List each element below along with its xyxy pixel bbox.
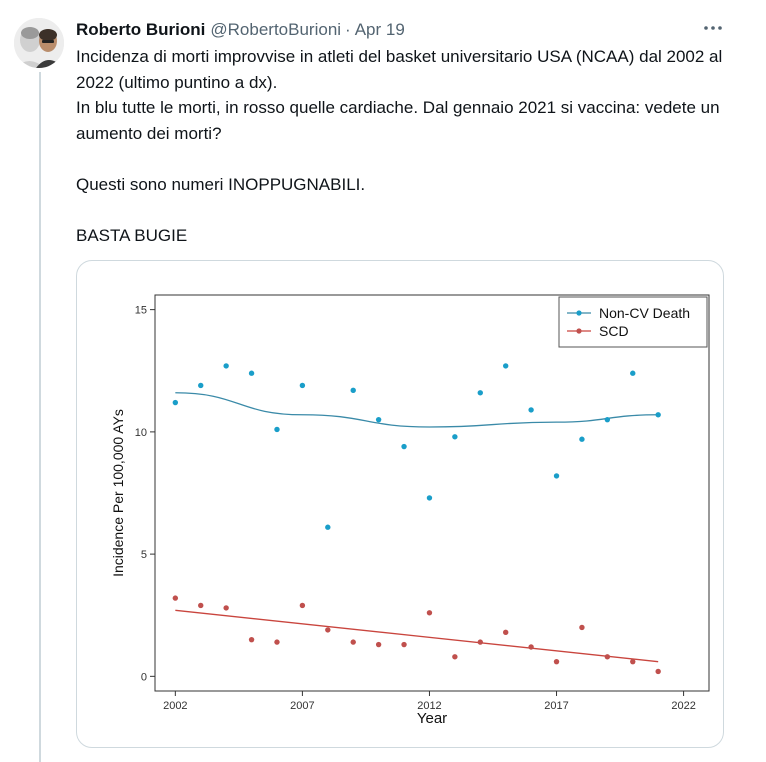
scd-data-point	[325, 627, 330, 632]
more-horizontal-icon	[704, 26, 722, 30]
noncv-data-point	[325, 525, 330, 530]
scd-data-point	[427, 610, 432, 615]
tweet-header	[76, 19, 405, 41]
scd-data-point	[249, 637, 254, 642]
tweet-text-line: In blu tutte le morti, in rosso quelle cardiache. Dal gennaio 2021 si vaccina: vedete un aumento dei morti?	[76, 98, 720, 143]
noncv-data-point	[198, 383, 203, 388]
noncv-data-point	[173, 400, 178, 405]
noncv-data-point	[528, 407, 533, 412]
separator-dot: ·	[345, 20, 351, 39]
scd-data-point	[478, 639, 483, 644]
legend-scd-marker	[576, 328, 581, 333]
scd-data-point	[655, 669, 660, 674]
x-tick-label: 2002	[163, 700, 188, 712]
legend-noncv-label: Non-CV Death	[599, 305, 691, 321]
noncv-data-point	[300, 383, 305, 388]
noncv-data-point	[503, 363, 508, 368]
y-tick-label: 0	[140, 671, 147, 684]
scd-data-point	[579, 625, 584, 630]
scd-data-point	[198, 603, 203, 608]
tweet-text-line: Incidenza di morti improvvise in atleti del basket universitario USA (NCAA) dal 2002 al 2022 (ultimo puntino a dx).	[76, 47, 723, 92]
noncv-data-point	[351, 388, 356, 393]
noncv-data-point	[223, 363, 228, 368]
thread-line	[39, 72, 41, 762]
noncv-data-point	[401, 444, 406, 449]
noncv-data-point	[249, 371, 254, 376]
author-handle[interactable]: @RobertoBurioni	[210, 20, 342, 39]
legend	[559, 297, 707, 347]
noncv-data-point	[376, 417, 381, 422]
noncv-data-point	[630, 371, 635, 376]
noncv-data-point	[452, 434, 457, 439]
scd-data-point	[351, 639, 356, 644]
avatar-photo	[14, 18, 64, 68]
media-image[interactable]	[76, 260, 724, 748]
legend-noncv-marker	[576, 310, 581, 315]
scd-data-point	[223, 605, 228, 610]
noncv-data-point	[427, 495, 432, 500]
scd-data-point	[274, 639, 279, 644]
author-name[interactable]: Roberto Burioni	[76, 20, 206, 39]
scd-data-point	[173, 595, 178, 600]
scd-data-point	[401, 642, 406, 647]
x-tick-label: 2022	[671, 700, 696, 712]
y-tick-label: 10	[134, 426, 147, 439]
y-tick-label: 5	[140, 549, 147, 562]
scd-data-point	[452, 654, 457, 659]
x-axis-label: Year	[416, 710, 448, 727]
chart-background	[114, 295, 709, 725]
noncv-data-point	[655, 412, 660, 417]
y-tick-label: 15	[134, 304, 147, 317]
noncv-data-point	[554, 473, 559, 478]
scd-data-point	[300, 603, 305, 608]
avatar[interactable]	[14, 18, 64, 68]
noncv-data-point	[579, 437, 584, 442]
legend-scd-label: SCD	[599, 323, 629, 339]
scd-data-point	[528, 644, 533, 649]
more-options-button[interactable]	[700, 16, 726, 40]
x-tick-label: 2017	[544, 700, 569, 712]
tweet-text-line: Questi sono numeri INOPPUGNABILI.	[76, 174, 366, 194]
tweet-date[interactable]: Apr 19	[354, 20, 405, 39]
y-axis-label: Incidence Per 100,000 AYs	[110, 409, 126, 577]
x-tick-label: 2012	[417, 700, 442, 712]
tweet-text	[76, 44, 736, 248]
scd-data-point	[503, 630, 508, 635]
noncv-data-point	[605, 417, 610, 422]
tweet-text-line: BASTA BUGIE	[76, 225, 188, 245]
chart	[77, 261, 723, 747]
noncv-data-point	[274, 427, 279, 432]
scd-data-point	[376, 642, 381, 647]
scd-data-point	[554, 659, 559, 664]
x-tick-label: 2007	[290, 700, 315, 712]
scd-data-point	[630, 659, 635, 664]
noncv-data-point	[478, 390, 483, 395]
scd-data-point	[605, 654, 610, 659]
